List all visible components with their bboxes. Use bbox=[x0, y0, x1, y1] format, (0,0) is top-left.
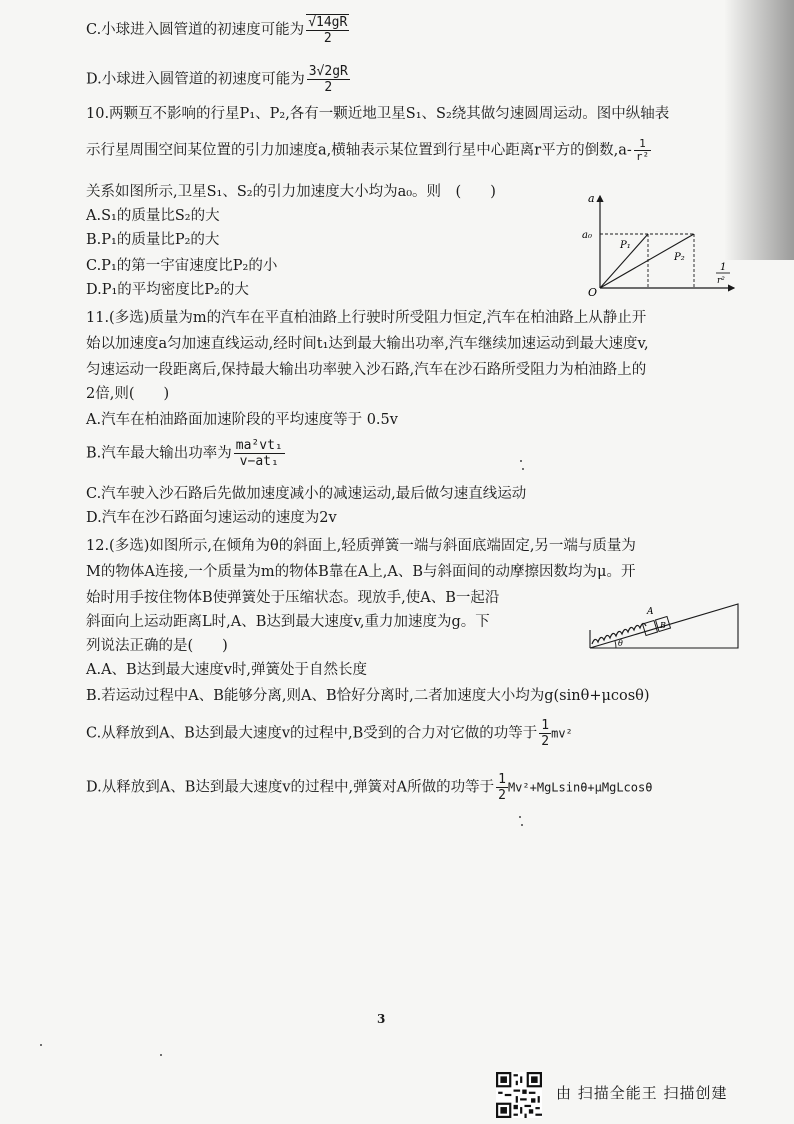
graph-a0-label: a₀ bbox=[582, 230, 592, 241]
q12-option-a: A.A、B达到最大速度v时,弹簧处于自然长度 bbox=[86, 662, 368, 678]
q12-incline-figure bbox=[580, 600, 740, 652]
q11-option-c: C.汽车驶入沙石路后先做加速度减小的减速运动,最后做匀速直线运动 bbox=[86, 486, 527, 502]
q11-line3: 匀速运动一段距离后,保持最大输出功率驶入沙石路,汽车在沙石路所受阻力为柏油路上的 bbox=[86, 362, 647, 378]
q11-option-b: B.汽车最大输出功率为 $\frac{\text{ma²vt₁}}{\text{v−at₁}}$ bbox=[86, 438, 283, 469]
q12-line4: 斜面向上运动距离L时,A、B达到最大速度v,重力加速度为g。下 bbox=[86, 614, 490, 630]
graph-p1-label: P₁ bbox=[620, 240, 631, 251]
graph-x-num: 1 bbox=[720, 262, 727, 273]
graph-origin-label: O bbox=[588, 286, 598, 298]
graph-y-label: a bbox=[588, 192, 595, 205]
q12-line3: 始时用手按住物体B使弹簧处于压缩状态。现放手,使A、B一起沿 bbox=[86, 590, 500, 606]
q9-option-c: C.小球进入圆管道的初速度可能为 $\frac{√14gR}{2}$ bbox=[86, 15, 348, 46]
block-a bbox=[643, 621, 658, 636]
q12-line1: 12.(多选)如图所示,在倾角为θ的斜面上,轻质弹簧一端与斜面底端固定,另一端与质量为 bbox=[86, 538, 636, 554]
q10-option-b: B.P₁的质量比P₂的大 bbox=[86, 232, 220, 248]
graph-x-den: r² bbox=[717, 276, 725, 286]
page-number: 3 bbox=[377, 1012, 386, 1026]
q10-option-a: A.S₁的质量比S₂的大 bbox=[86, 208, 220, 224]
scan-footer: 由 扫描全能王 扫描创建 bbox=[556, 1084, 728, 1102]
label-theta: θ bbox=[618, 639, 623, 648]
q11-line2: 始以加速度a匀加速直线运动,经时间t₁达到最大输出功率,汽车继续加速运动到最大速度v, bbox=[86, 336, 649, 352]
q12-line5: 列说法正确的是( ) bbox=[86, 638, 228, 654]
q12-option-d: D.从释放到A、B达到最大速度v的过程中,弹簧对A所做的功等于 $\frac{1}{2}$ Mv²+MgLsinθ+μMgLcosθ bbox=[86, 772, 653, 803]
q10-line2: 示行星周围空间某位置的引力加速度a,横轴表示某位置到行星中心距离r平方的倒数,a- $\frac{1}{\text{r²}}$ bbox=[86, 137, 650, 163]
q11-option-d: D.汽车在沙石路面匀速运动的速度为2v bbox=[86, 510, 337, 526]
q10-option-c: C.P₁的第一宇宙速度比P₂的小 bbox=[86, 258, 278, 274]
q10-option-d: D.P₁的平均密度比P₂的大 bbox=[86, 282, 249, 298]
q10-graph bbox=[582, 186, 742, 298]
q9-option-d: D.小球进入圆管道的初速度可能为 $\frac{3√2gR}{2}$ bbox=[86, 64, 348, 95]
q10-line1: 10.两颗互不影响的行星P₁、P₂,各有一颗近地卫星S₁、S₂绕其做匀速圆周运动。图中纵轴表 bbox=[86, 106, 670, 122]
q11-option-a: A.汽车在柏油路面加速阶段的平均速度等于 0.5v bbox=[86, 412, 398, 428]
q12-option-b: B.若运动过程中A、B能够分离,则A、B恰好分离时,二者加速度大小均为g(sinθ+μcosθ) bbox=[86, 688, 650, 704]
q11-line4: 2倍,则( ) bbox=[86, 386, 170, 402]
q11-line1: 11.(多选)质量为m的汽车在平直柏油路上行驶时所受阻力恒定,汽车在柏油路上从静止开 bbox=[86, 310, 647, 326]
q12-line2: M的物体A连接,一个质量为m的物体B靠在A上,A、B与斜面间的动摩擦因数均为μ。开 bbox=[86, 564, 636, 580]
label-a: A bbox=[647, 607, 654, 617]
graph-p2-label: P₂ bbox=[674, 252, 685, 263]
q10-line3: 关系如图所示,卫星S₁、S₂的引力加速度大小均为a₀。则 ( ) bbox=[86, 184, 496, 200]
q12-option-c: C.从释放到A、B达到最大速度v的过程中,B受到的合力对它做的功等于 $\frac{1}{2}$ mv² bbox=[86, 718, 573, 749]
qr-code-icon bbox=[496, 1072, 542, 1118]
label-b: B bbox=[660, 621, 666, 630]
